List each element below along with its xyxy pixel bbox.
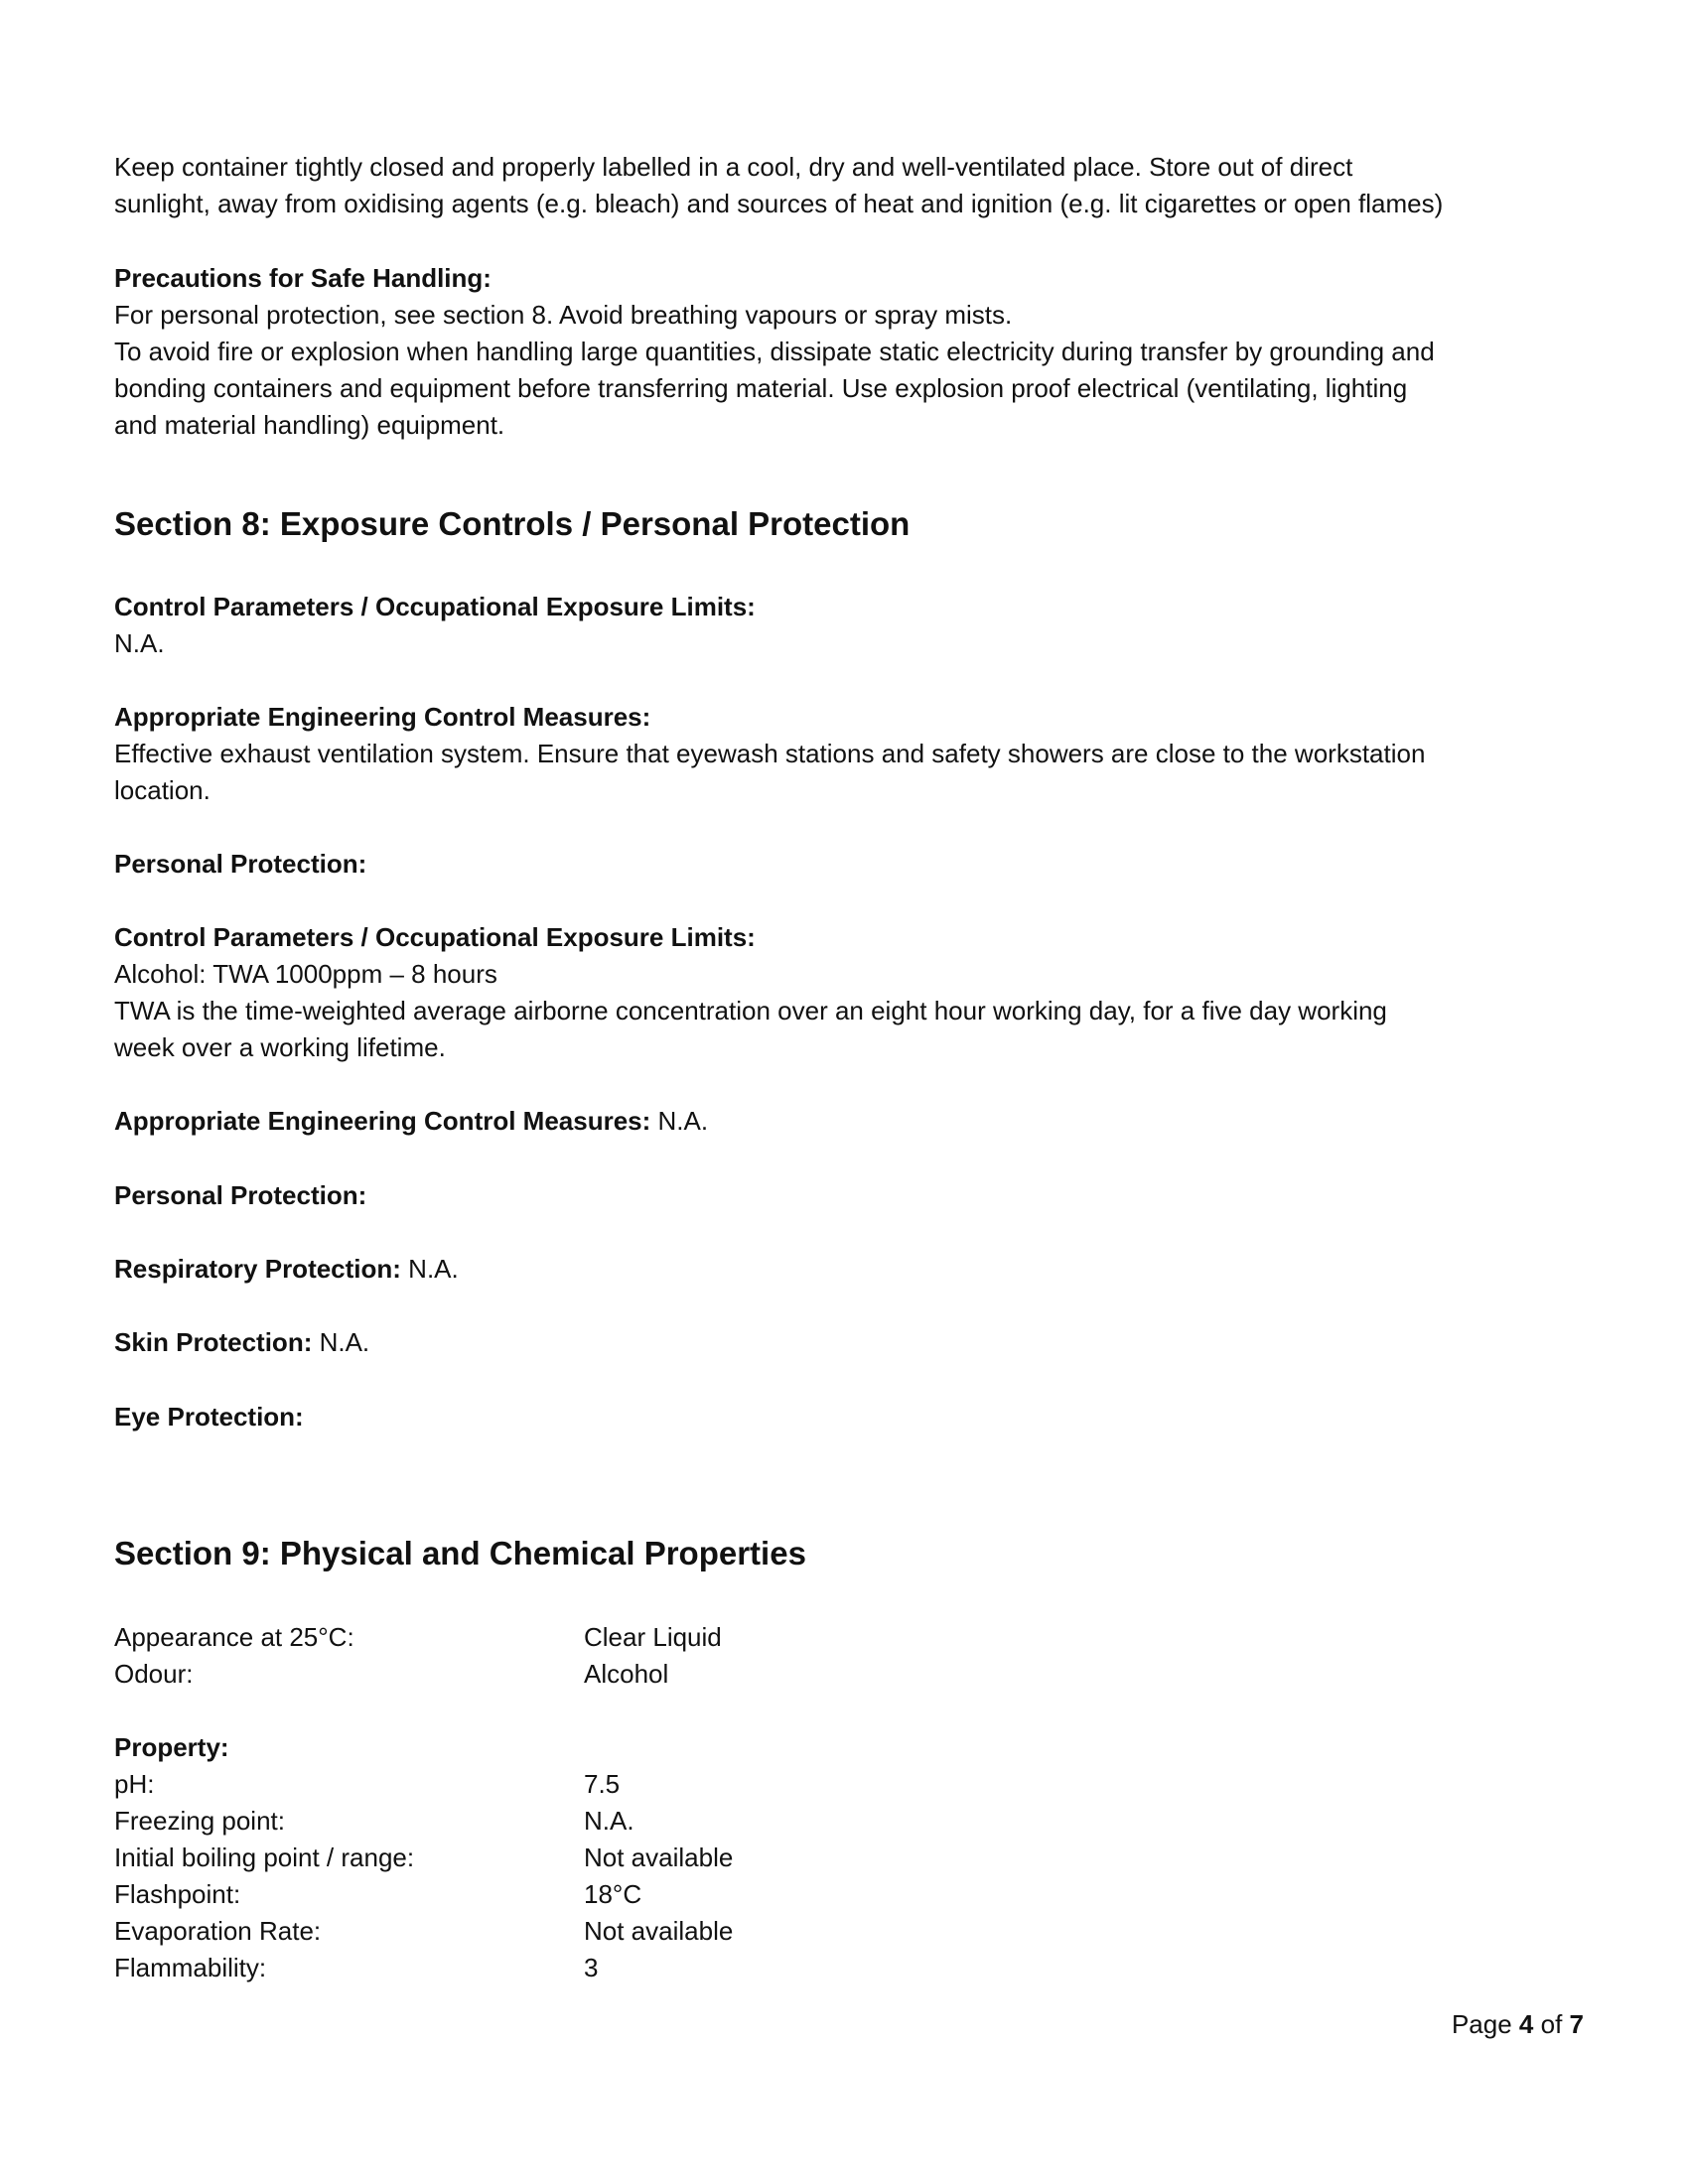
page-number-current: 4: [1518, 2009, 1534, 2039]
skin-protection-value: N.A.: [312, 1327, 370, 1357]
appearance-value: Clear Liquid: [584, 1622, 722, 1652]
property-value: N.A.: [584, 1806, 634, 1836]
handling-text-line: bonding containers and equipment before transferring material. Use explosion proof electrical (ventilating, lighting: [114, 373, 1408, 403]
alcohol-exposure-limit: Alcohol: TWA 1000ppm – 8 hours: [114, 959, 497, 989]
odour-label: Odour:: [114, 1659, 194, 1689]
control-parameters-value: N.A.: [114, 628, 165, 658]
page-number-prefix: Page: [1451, 2009, 1519, 2039]
property-value: Not available: [584, 1843, 734, 1872]
control-parameters-heading: Control Parameters / Occupational Exposure Limits:: [114, 922, 756, 952]
engineering-controls-heading: Appropriate Engineering Control Measures:: [114, 702, 651, 732]
storage-text-line: Keep container tightly closed and properly labelled in a cool, dry and well-ventilated place. Store out of direct: [114, 152, 1353, 182]
respiratory-protection-row: [114, 1251, 1574, 1288]
page-number-total: 7: [1569, 2009, 1584, 2039]
handling-text-line: and material handling) equipment.: [114, 410, 505, 440]
respiratory-protection-value: N.A.: [400, 1254, 459, 1284]
twa-definition-line: TWA is the time-weighted average airborne concentration over an eight hour working day, for a five day working: [114, 996, 1387, 1025]
engineering-controls-text-line: location.: [114, 775, 211, 805]
property-label: Flammability:: [114, 1953, 267, 1982]
engineering-controls-value: N.A.: [650, 1106, 709, 1136]
handling-heading: Precautions for Safe Handling:: [114, 263, 492, 293]
property-value: 7.5: [584, 1769, 621, 1799]
handling-text-line: For personal protection, see section 8. Avoid breathing vapours or spray mists.: [114, 300, 1013, 330]
property-label: Evaporation Rate:: [114, 1916, 322, 1946]
eye-protection-label: Eye Protection:: [114, 1402, 304, 1432]
respiratory-protection-label: Respiratory Protection:: [114, 1254, 401, 1284]
engineering-controls-row: [114, 1103, 1574, 1140]
personal-protection-heading: Personal Protection:: [114, 1180, 367, 1210]
engineering-controls-label: Appropriate Engineering Control Measures:: [114, 1106, 651, 1136]
property-label: Initial boiling point / range:: [114, 1843, 415, 1872]
property-value: 18°C: [584, 1879, 642, 1909]
twa-definition-line: week over a working lifetime.: [114, 1032, 446, 1062]
skin-protection-label: Skin Protection:: [114, 1327, 313, 1357]
section-8-title: Section 8: Exposure Controls / Personal Protection: [114, 505, 911, 542]
property-heading: Property:: [114, 1732, 229, 1762]
skin-protection-row: [114, 1324, 1574, 1361]
section-9-title: Section 9: Physical and Chemical Properties: [114, 1535, 806, 1571]
page-number-middle: of: [1533, 2009, 1570, 2039]
property-label: Flashpoint:: [114, 1879, 241, 1909]
odour-value: Alcohol: [584, 1659, 669, 1689]
handling-text-line: To avoid fire or explosion when handling large quantities, dissipate static electricity during transfer by grounding and: [114, 337, 1435, 366]
engineering-controls-text-line: Effective exhaust ventilation system. Ensure that eyewash stations and safety showers are close to the workstation: [114, 739, 1426, 768]
storage-text-line: sunlight, away from oxidising agents (e.g. bleach) and sources of heat and ignition (e.g. lit cigarettes or open flames): [114, 189, 1444, 218]
control-parameters-heading: Control Parameters / Occupational Exposure Limits:: [114, 592, 756, 621]
property-value: 3: [584, 1953, 599, 1982]
appearance-label: Appearance at 25°C:: [114, 1622, 354, 1652]
page-number: [1452, 2006, 1584, 2043]
property-label: Freezing point:: [114, 1806, 285, 1836]
personal-protection-heading: Personal Protection:: [114, 849, 367, 879]
property-value: Not available: [584, 1916, 734, 1946]
property-label: pH:: [114, 1769, 155, 1799]
